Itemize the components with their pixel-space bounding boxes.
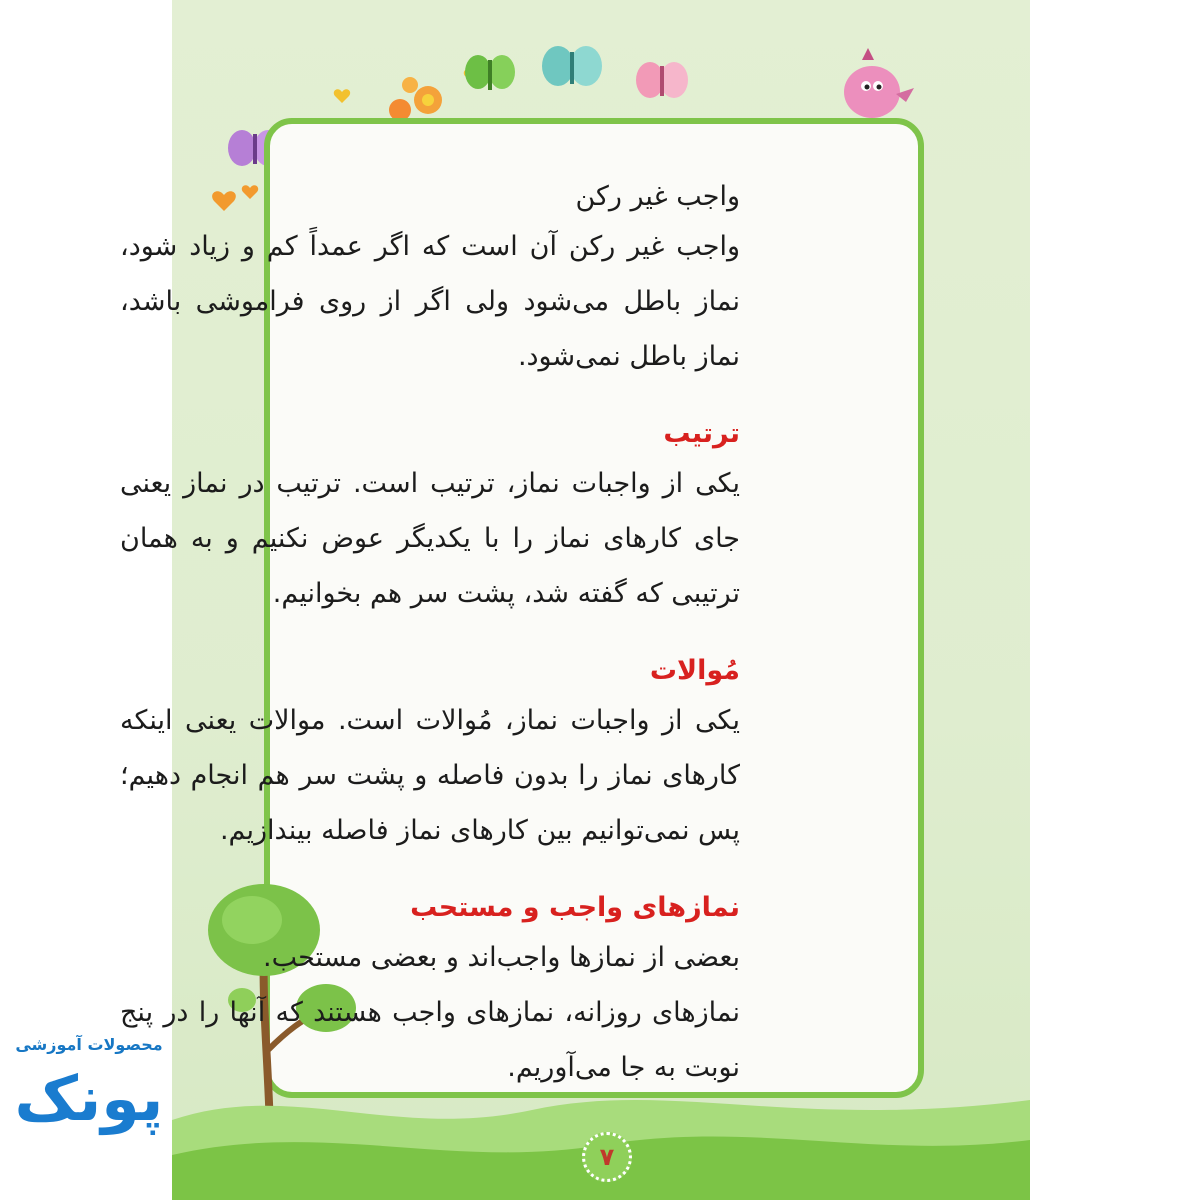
page-content (120, 175, 740, 1123)
bird-icon (844, 48, 914, 118)
section-heading: ترتیب (663, 418, 740, 449)
section-paragraph: نمازهای روزانه، نمازهای واجب هستند که آنها را در پنج نوبت به جا می‌آوریم. (120, 997, 740, 1083)
section-heading: نمازهای واجب و مستحب (410, 892, 740, 923)
flower-icon (389, 77, 442, 121)
section-paragraph: واجب غیر رکن آن است که اگر عمداً کم و زیاد شود، نماز باطل می‌شود ولی اگر از روی فراموشی باشد، نماز باطل نمی‌شود. (120, 231, 740, 372)
butterfly-icon (636, 62, 688, 98)
butterfly-icon (465, 55, 515, 90)
section-paragraph: بعضی از نمازها واجب‌اند و بعضی مستحب. (263, 942, 740, 973)
page-number: ۷ (582, 1132, 632, 1182)
section-heading: واجب غیر رکن (575, 181, 740, 212)
section-tartib (120, 412, 740, 621)
section-paragraph: یکی از واجبات نماز، ترتیب است. ترتیب در نماز یعنی جای کارهای نماز را با یکدیگر عوض نکنیم و به همان ترتیبی که گفته شد، پشت سر هم بخوانیم. (120, 468, 740, 609)
butterfly-icon (542, 46, 602, 86)
logo-name: پونک (14, 1062, 164, 1135)
section-paragraph: یکی از واجبات نماز، مُوالات است. موالات یعنی اینکه کارهای نماز را بدون فاصله و پشت سر هم انجام دهیم؛ پس نمی‌توانیم بین کارهای نماز فاصله بیندازیم. (120, 705, 740, 846)
section-heading: مُوالات (649, 655, 740, 686)
logo-tagline: محصولات آموزشی (15, 1035, 163, 1054)
brand-logo (4, 1035, 174, 1185)
section-namaz-vajeb-mostahab (120, 886, 740, 1095)
section-vajeb-gheyr-rokn (120, 175, 740, 384)
section-movalat (120, 649, 740, 858)
